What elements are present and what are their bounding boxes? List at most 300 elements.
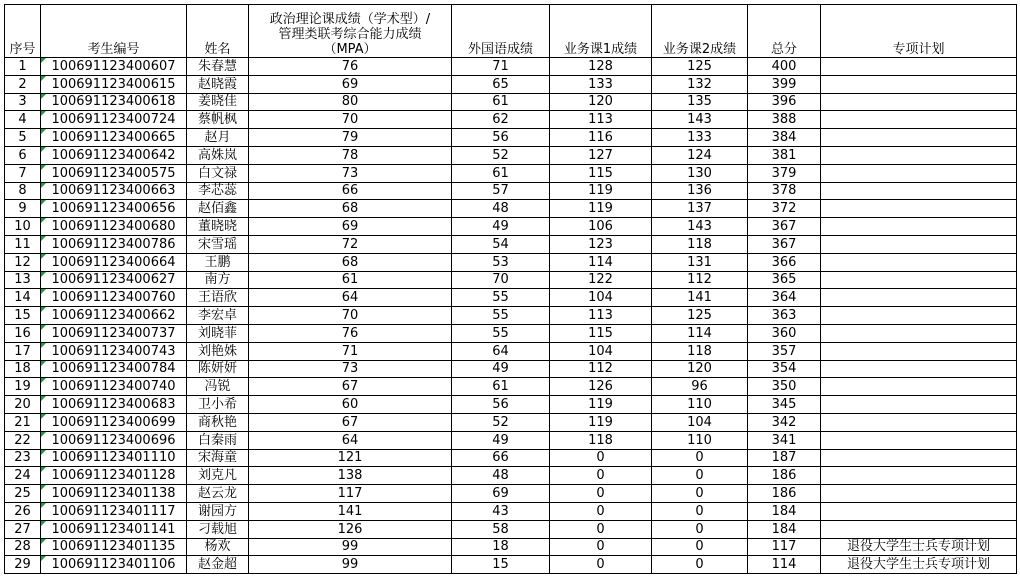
cell-foreign[interactable]: 71 (452, 58, 550, 76)
cell-name[interactable]: 蔡帆枫 (187, 111, 249, 129)
cell-name[interactable]: 陈妍妍 (187, 360, 249, 378)
cell-course1[interactable]: 0 (550, 538, 652, 556)
cell-course2[interactable]: 118 (652, 342, 748, 360)
cell-foreign[interactable]: 69 (452, 485, 550, 503)
cell-exam-id[interactable]: 100691123400618 (41, 93, 187, 111)
cell-politics[interactable]: 78 (249, 146, 452, 164)
cell-total[interactable]: 365 (748, 271, 821, 289)
cell-total[interactable]: 372 (748, 200, 821, 218)
cell-seq[interactable]: 28 (5, 538, 41, 556)
header-politics-line2: 管理类联考综合能力成绩 (278, 27, 422, 42)
cell-plan[interactable]: 退役大学生士兵专项计划 (821, 538, 1017, 556)
cell-course1[interactable]: 113 (550, 111, 652, 129)
cell-name[interactable]: 赵晓霞 (187, 75, 249, 93)
cell-exam-id[interactable]: 100691123401141 (41, 520, 187, 538)
cell-name[interactable]: 董晓晓 (187, 218, 249, 236)
cell-foreign[interactable]: 70 (452, 271, 550, 289)
cell-exam-id[interactable]: 100691123401128 (41, 467, 187, 485)
cell-total[interactable]: 367 (748, 235, 821, 253)
cell-seq[interactable]: 17 (5, 342, 41, 360)
cell-course1[interactable]: 128 (550, 58, 652, 76)
cell-politics[interactable]: 117 (249, 485, 452, 503)
cell-politics[interactable]: 126 (249, 520, 452, 538)
cell-seq[interactable]: 6 (5, 146, 41, 164)
cell-politics[interactable]: 141 (249, 502, 452, 520)
cell-course2[interactable]: 132 (652, 75, 748, 93)
cell-exam-id[interactable]: 100691123400664 (41, 253, 187, 271)
cell-politics[interactable]: 61 (249, 271, 452, 289)
cell-total[interactable]: 357 (748, 342, 821, 360)
cell-foreign[interactable]: 49 (452, 218, 550, 236)
cell-foreign[interactable]: 66 (452, 449, 550, 467)
cell-course2[interactable]: 131 (652, 253, 748, 271)
cell-foreign[interactable]: 64 (452, 342, 550, 360)
cell-name[interactable]: 王语欣 (187, 289, 249, 307)
cell-foreign[interactable]: 43 (452, 502, 550, 520)
cell-name[interactable]: 宋雪瑶 (187, 235, 249, 253)
cell-politics[interactable]: 76 (249, 58, 452, 76)
cell-seq[interactable]: 19 (5, 378, 41, 396)
cell-seq[interactable]: 25 (5, 485, 41, 503)
table-row (5, 75, 1017, 93)
cell-course2[interactable]: 125 (652, 58, 748, 76)
cell-total[interactable]: 366 (748, 253, 821, 271)
cell-exam-id[interactable]: 100691123400663 (41, 182, 187, 200)
cell-course2[interactable]: 141 (652, 289, 748, 307)
header-politics[interactable] (249, 5, 452, 58)
cell-total[interactable]: 186 (748, 485, 821, 503)
cell-seq[interactable]: 13 (5, 271, 41, 289)
cell-name[interactable]: 高姝岚 (187, 146, 249, 164)
cell-exam-id[interactable]: 100691123400696 (41, 431, 187, 449)
table-row (5, 324, 1017, 342)
score-table (4, 4, 1017, 574)
cell-foreign[interactable]: 48 (452, 467, 550, 485)
cell-name[interactable]: 商秋艳 (187, 413, 249, 431)
cell-course1[interactable]: 126 (550, 378, 652, 396)
cell-course2[interactable]: 0 (652, 485, 748, 503)
cell-course1[interactable]: 118 (550, 431, 652, 449)
cell-politics[interactable]: 60 (249, 396, 452, 414)
cell-exam-id[interactable]: 100691123400680 (41, 218, 187, 236)
cell-foreign[interactable]: 61 (452, 378, 550, 396)
cell-plan[interactable] (821, 396, 1017, 414)
cell-course2[interactable]: 120 (652, 360, 748, 378)
cell-total[interactable]: 114 (748, 556, 821, 574)
table-row (5, 396, 1017, 414)
cell-course1[interactable]: 123 (550, 235, 652, 253)
header-politics-line3: （MPA） (323, 42, 377, 57)
cell-course2[interactable]: 0 (652, 449, 748, 467)
table-row (5, 502, 1017, 520)
cell-total[interactable]: 388 (748, 111, 821, 129)
table-row (5, 271, 1017, 289)
cell-total[interactable]: 342 (748, 413, 821, 431)
cell-seq[interactable]: 9 (5, 200, 41, 218)
cell-exam-id[interactable]: 100691123400615 (41, 75, 187, 93)
cell-exam-id[interactable]: 100691123400656 (41, 200, 187, 218)
cell-course1[interactable]: 119 (550, 182, 652, 200)
header-course1[interactable]: 业务课1成绩 (550, 5, 652, 58)
cell-plan[interactable] (821, 182, 1017, 200)
table-row (5, 520, 1017, 538)
cell-plan[interactable] (821, 324, 1017, 342)
table-row (5, 93, 1017, 111)
cell-politics[interactable]: 121 (249, 449, 452, 467)
cell-plan[interactable] (821, 164, 1017, 182)
cell-course2[interactable]: 136 (652, 182, 748, 200)
cell-name[interactable]: 赵云龙 (187, 485, 249, 503)
cell-exam-id[interactable]: 100691123401117 (41, 502, 187, 520)
cell-foreign[interactable]: 65 (452, 75, 550, 93)
cell-exam-id[interactable]: 100691123400743 (41, 342, 187, 360)
cell-name[interactable]: 李宏卓 (187, 307, 249, 325)
cell-plan[interactable] (821, 502, 1017, 520)
cell-course1[interactable]: 0 (550, 502, 652, 520)
cell-total[interactable]: 354 (748, 360, 821, 378)
cell-seq[interactable]: 26 (5, 502, 41, 520)
cell-foreign[interactable]: 18 (452, 538, 550, 556)
cell-name[interactable]: 赵金超 (187, 556, 249, 574)
cell-course2[interactable]: 96 (652, 378, 748, 396)
cell-politics[interactable]: 71 (249, 342, 452, 360)
cell-name[interactable]: 白秦雨 (187, 431, 249, 449)
cell-exam-id[interactable]: 100691123400662 (41, 307, 187, 325)
cell-plan[interactable] (821, 75, 1017, 93)
table-row (5, 467, 1017, 485)
cell-plan[interactable] (821, 235, 1017, 253)
cell-politics[interactable]: 70 (249, 307, 452, 325)
cell-seq[interactable]: 20 (5, 396, 41, 414)
cell-seq[interactable]: 22 (5, 431, 41, 449)
cell-exam-id[interactable]: 100691123400683 (41, 396, 187, 414)
cell-seq[interactable]: 5 (5, 129, 41, 147)
cell-foreign[interactable]: 58 (452, 520, 550, 538)
cell-exam-id[interactable]: 100691123400607 (41, 58, 187, 76)
cell-course1[interactable]: 0 (550, 467, 652, 485)
cell-foreign[interactable]: 54 (452, 235, 550, 253)
cell-course1[interactable]: 112 (550, 360, 652, 378)
cell-course1[interactable]: 119 (550, 413, 652, 431)
table-row (5, 538, 1017, 556)
table-row (5, 146, 1017, 164)
cell-course2[interactable]: 0 (652, 520, 748, 538)
header-total[interactable]: 总分 (748, 5, 821, 58)
cell-total[interactable]: 384 (748, 129, 821, 147)
cell-seq[interactable]: 15 (5, 307, 41, 325)
header-seq[interactable]: 序号 (5, 5, 41, 58)
cell-total[interactable]: 363 (748, 307, 821, 325)
cell-name[interactable]: 刘克凡 (187, 467, 249, 485)
cell-total[interactable]: 187 (748, 449, 821, 467)
cell-politics[interactable]: 138 (249, 467, 452, 485)
cell-name[interactable]: 刘艳姝 (187, 342, 249, 360)
cell-plan[interactable] (821, 520, 1017, 538)
header-plan[interactable]: 专项计划 (821, 5, 1017, 58)
cell-seq[interactable]: 29 (5, 556, 41, 574)
cell-total[interactable]: 396 (748, 93, 821, 111)
cell-politics[interactable]: 99 (249, 538, 452, 556)
cell-plan[interactable] (821, 111, 1017, 129)
cell-politics[interactable]: 73 (249, 360, 452, 378)
cell-course1[interactable]: 0 (550, 485, 652, 503)
cell-foreign[interactable]: 52 (452, 413, 550, 431)
cell-course1[interactable]: 104 (550, 289, 652, 307)
cell-total[interactable]: 364 (748, 289, 821, 307)
cell-foreign[interactable]: 55 (452, 289, 550, 307)
cell-seq[interactable]: 23 (5, 449, 41, 467)
table-row (5, 431, 1017, 449)
table-row (5, 111, 1017, 129)
cell-course1[interactable]: 104 (550, 342, 652, 360)
cell-total[interactable]: 186 (748, 467, 821, 485)
cell-foreign[interactable]: 49 (452, 431, 550, 449)
cell-total[interactable]: 117 (748, 538, 821, 556)
cell-plan[interactable] (821, 253, 1017, 271)
table-row (5, 360, 1017, 378)
table-row (5, 253, 1017, 271)
cell-course2[interactable]: 0 (652, 502, 748, 520)
cell-plan[interactable] (821, 200, 1017, 218)
cell-exam-id[interactable]: 100691123400786 (41, 235, 187, 253)
cell-exam-id[interactable]: 100691123400784 (41, 360, 187, 378)
cell-seq[interactable]: 14 (5, 289, 41, 307)
cell-course2[interactable]: 133 (652, 129, 748, 147)
cell-exam-id[interactable]: 100691123400665 (41, 129, 187, 147)
table-row (5, 164, 1017, 182)
cell-exam-id[interactable]: 100691123400740 (41, 378, 187, 396)
cell-plan[interactable] (821, 307, 1017, 325)
cell-seq[interactable]: 21 (5, 413, 41, 431)
cell-plan[interactable] (821, 360, 1017, 378)
table-row (5, 129, 1017, 147)
cell-seq[interactable]: 2 (5, 75, 41, 93)
header-exam-id[interactable]: 考生编号 (41, 5, 187, 58)
cell-course2[interactable]: 118 (652, 235, 748, 253)
cell-plan[interactable] (821, 218, 1017, 236)
cell-plan[interactable] (821, 146, 1017, 164)
cell-total[interactable]: 350 (748, 378, 821, 396)
cell-plan[interactable] (821, 58, 1017, 76)
cell-seq[interactable]: 3 (5, 93, 41, 111)
cell-course1[interactable]: 120 (550, 93, 652, 111)
table-row (5, 342, 1017, 360)
cell-foreign[interactable]: 61 (452, 93, 550, 111)
cell-course2[interactable]: 130 (652, 164, 748, 182)
cell-plan[interactable] (821, 431, 1017, 449)
cell-seq[interactable]: 18 (5, 360, 41, 378)
cell-name[interactable]: 南方 (187, 271, 249, 289)
table-row (5, 289, 1017, 307)
cell-course1[interactable]: 0 (550, 449, 652, 467)
cell-plan[interactable] (821, 467, 1017, 485)
cell-seq[interactable]: 10 (5, 218, 41, 236)
cell-exam-id[interactable]: 100691123400737 (41, 324, 187, 342)
cell-course2[interactable]: 0 (652, 467, 748, 485)
cell-foreign[interactable]: 55 (452, 307, 550, 325)
cell-plan[interactable] (821, 129, 1017, 147)
cell-exam-id[interactable]: 100691123400724 (41, 111, 187, 129)
cell-total[interactable]: 379 (748, 164, 821, 182)
cell-course1[interactable]: 127 (550, 146, 652, 164)
cell-total[interactable]: 360 (748, 324, 821, 342)
cell-exam-id[interactable]: 100691123400627 (41, 271, 187, 289)
cell-seq[interactable]: 12 (5, 253, 41, 271)
table-row (5, 235, 1017, 253)
cell-total[interactable]: 378 (748, 182, 821, 200)
cell-course2[interactable]: 135 (652, 93, 748, 111)
cell-politics[interactable]: 72 (249, 235, 452, 253)
cell-exam-id[interactable]: 100691123400699 (41, 413, 187, 431)
cell-name[interactable]: 杨欢 (187, 538, 249, 556)
cell-politics[interactable]: 66 (249, 182, 452, 200)
table-row (5, 556, 1017, 574)
cell-total[interactable]: 399 (748, 75, 821, 93)
cell-foreign[interactable]: 61 (452, 164, 550, 182)
cell-foreign[interactable]: 57 (452, 182, 550, 200)
cell-plan[interactable] (821, 485, 1017, 503)
cell-name[interactable]: 王鹏 (187, 253, 249, 271)
cell-course2[interactable]: 137 (652, 200, 748, 218)
cell-course2[interactable]: 143 (652, 111, 748, 129)
cell-course1[interactable]: 133 (550, 75, 652, 93)
cell-course1[interactable]: 122 (550, 271, 652, 289)
cell-name[interactable]: 冯锐 (187, 378, 249, 396)
cell-course2[interactable]: 125 (652, 307, 748, 325)
cell-foreign[interactable]: 55 (452, 324, 550, 342)
cell-course1[interactable]: 114 (550, 253, 652, 271)
header-course2[interactable]: 业务课2成绩 (652, 5, 748, 58)
cell-politics[interactable]: 64 (249, 289, 452, 307)
cell-course2[interactable]: 110 (652, 431, 748, 449)
header-row (5, 5, 1017, 58)
cell-seq[interactable]: 4 (5, 111, 41, 129)
cell-politics[interactable]: 73 (249, 164, 452, 182)
cell-politics[interactable]: 69 (249, 218, 452, 236)
cell-politics[interactable]: 76 (249, 324, 452, 342)
cell-plan[interactable] (821, 271, 1017, 289)
cell-plan[interactable] (821, 289, 1017, 307)
cell-seq[interactable]: 16 (5, 324, 41, 342)
cell-course2[interactable]: 0 (652, 538, 748, 556)
cell-seq[interactable]: 1 (5, 58, 41, 76)
header-name[interactable]: 姓名 (187, 5, 249, 58)
cell-course2[interactable]: 0 (652, 556, 748, 574)
cell-course1[interactable]: 115 (550, 324, 652, 342)
cell-politics[interactable]: 80 (249, 93, 452, 111)
cell-foreign[interactable]: 53 (452, 253, 550, 271)
cell-total[interactable]: 367 (748, 218, 821, 236)
cell-seq[interactable]: 24 (5, 467, 41, 485)
cell-plan[interactable] (821, 378, 1017, 396)
cell-plan[interactable]: 退役大学生士兵专项计划 (821, 556, 1017, 574)
cell-course1[interactable]: 119 (550, 200, 652, 218)
cell-seq[interactable]: 7 (5, 164, 41, 182)
header-foreign[interactable]: 外国语成绩 (452, 5, 550, 58)
cell-course2[interactable]: 110 (652, 396, 748, 414)
cell-foreign[interactable]: 15 (452, 556, 550, 574)
cell-politics[interactable]: 70 (249, 111, 452, 129)
cell-course2[interactable]: 114 (652, 324, 748, 342)
cell-course2[interactable]: 112 (652, 271, 748, 289)
cell-politics[interactable]: 69 (249, 75, 452, 93)
cell-course1[interactable]: 116 (550, 129, 652, 147)
cell-name[interactable]: 姜晓佳 (187, 93, 249, 111)
cell-course1[interactable]: 106 (550, 218, 652, 236)
table-row (5, 413, 1017, 431)
cell-politics[interactable]: 99 (249, 556, 452, 574)
cell-exam-id[interactable]: 100691123400642 (41, 146, 187, 164)
cell-exam-id[interactable]: 100691123401135 (41, 538, 187, 556)
cell-plan[interactable] (821, 342, 1017, 360)
cell-foreign[interactable]: 52 (452, 146, 550, 164)
cell-name[interactable]: 刁载旭 (187, 520, 249, 538)
cell-foreign[interactable]: 56 (452, 396, 550, 414)
cell-course2[interactable]: 104 (652, 413, 748, 431)
table-row (5, 200, 1017, 218)
cell-course1[interactable]: 115 (550, 164, 652, 182)
cell-total[interactable]: 400 (748, 58, 821, 76)
cell-name[interactable]: 谢园方 (187, 502, 249, 520)
cell-name[interactable]: 卫小希 (187, 396, 249, 414)
cell-politics[interactable]: 68 (249, 253, 452, 271)
cell-seq[interactable]: 11 (5, 235, 41, 253)
cell-plan[interactable] (821, 449, 1017, 467)
cell-course1[interactable]: 0 (550, 556, 652, 574)
table-body (5, 58, 1017, 574)
cell-name[interactable]: 赵佰鑫 (187, 200, 249, 218)
cell-foreign[interactable]: 48 (452, 200, 550, 218)
cell-total[interactable]: 184 (748, 502, 821, 520)
cell-politics[interactable]: 67 (249, 378, 452, 396)
cell-exam-id[interactable]: 100691123401106 (41, 556, 187, 574)
cell-plan[interactable] (821, 413, 1017, 431)
cell-course2[interactable]: 143 (652, 218, 748, 236)
cell-exam-id[interactable]: 100691123401110 (41, 449, 187, 467)
cell-name[interactable]: 赵月 (187, 129, 249, 147)
cell-course2[interactable]: 124 (652, 146, 748, 164)
cell-course1[interactable]: 119 (550, 396, 652, 414)
cell-politics[interactable]: 64 (249, 431, 452, 449)
cell-total[interactable]: 381 (748, 146, 821, 164)
cell-name[interactable]: 朱春慧 (187, 58, 249, 76)
cell-course1[interactable]: 0 (550, 520, 652, 538)
cell-exam-id[interactable]: 100691123400760 (41, 289, 187, 307)
cell-name[interactable]: 白文禄 (187, 164, 249, 182)
cell-name[interactable]: 李芯蕊 (187, 182, 249, 200)
table-row (5, 378, 1017, 396)
cell-total[interactable]: 341 (748, 431, 821, 449)
cell-name[interactable]: 宋海童 (187, 449, 249, 467)
table-row (5, 485, 1017, 503)
cell-seq[interactable]: 8 (5, 182, 41, 200)
cell-exam-id[interactable]: 100691123400575 (41, 164, 187, 182)
cell-course1[interactable]: 113 (550, 307, 652, 325)
cell-foreign[interactable]: 62 (452, 111, 550, 129)
cell-exam-id[interactable]: 100691123401138 (41, 485, 187, 503)
cell-plan[interactable] (821, 93, 1017, 111)
cell-total[interactable]: 345 (748, 396, 821, 414)
cell-total[interactable]: 184 (748, 520, 821, 538)
cell-name[interactable]: 刘晓菲 (187, 324, 249, 342)
table-row (5, 449, 1017, 467)
cell-foreign[interactable]: 49 (452, 360, 550, 378)
cell-politics[interactable]: 79 (249, 129, 452, 147)
cell-politics[interactable]: 68 (249, 200, 452, 218)
cell-foreign[interactable]: 56 (452, 129, 550, 147)
cell-politics[interactable]: 67 (249, 413, 452, 431)
cell-seq[interactable]: 27 (5, 520, 41, 538)
